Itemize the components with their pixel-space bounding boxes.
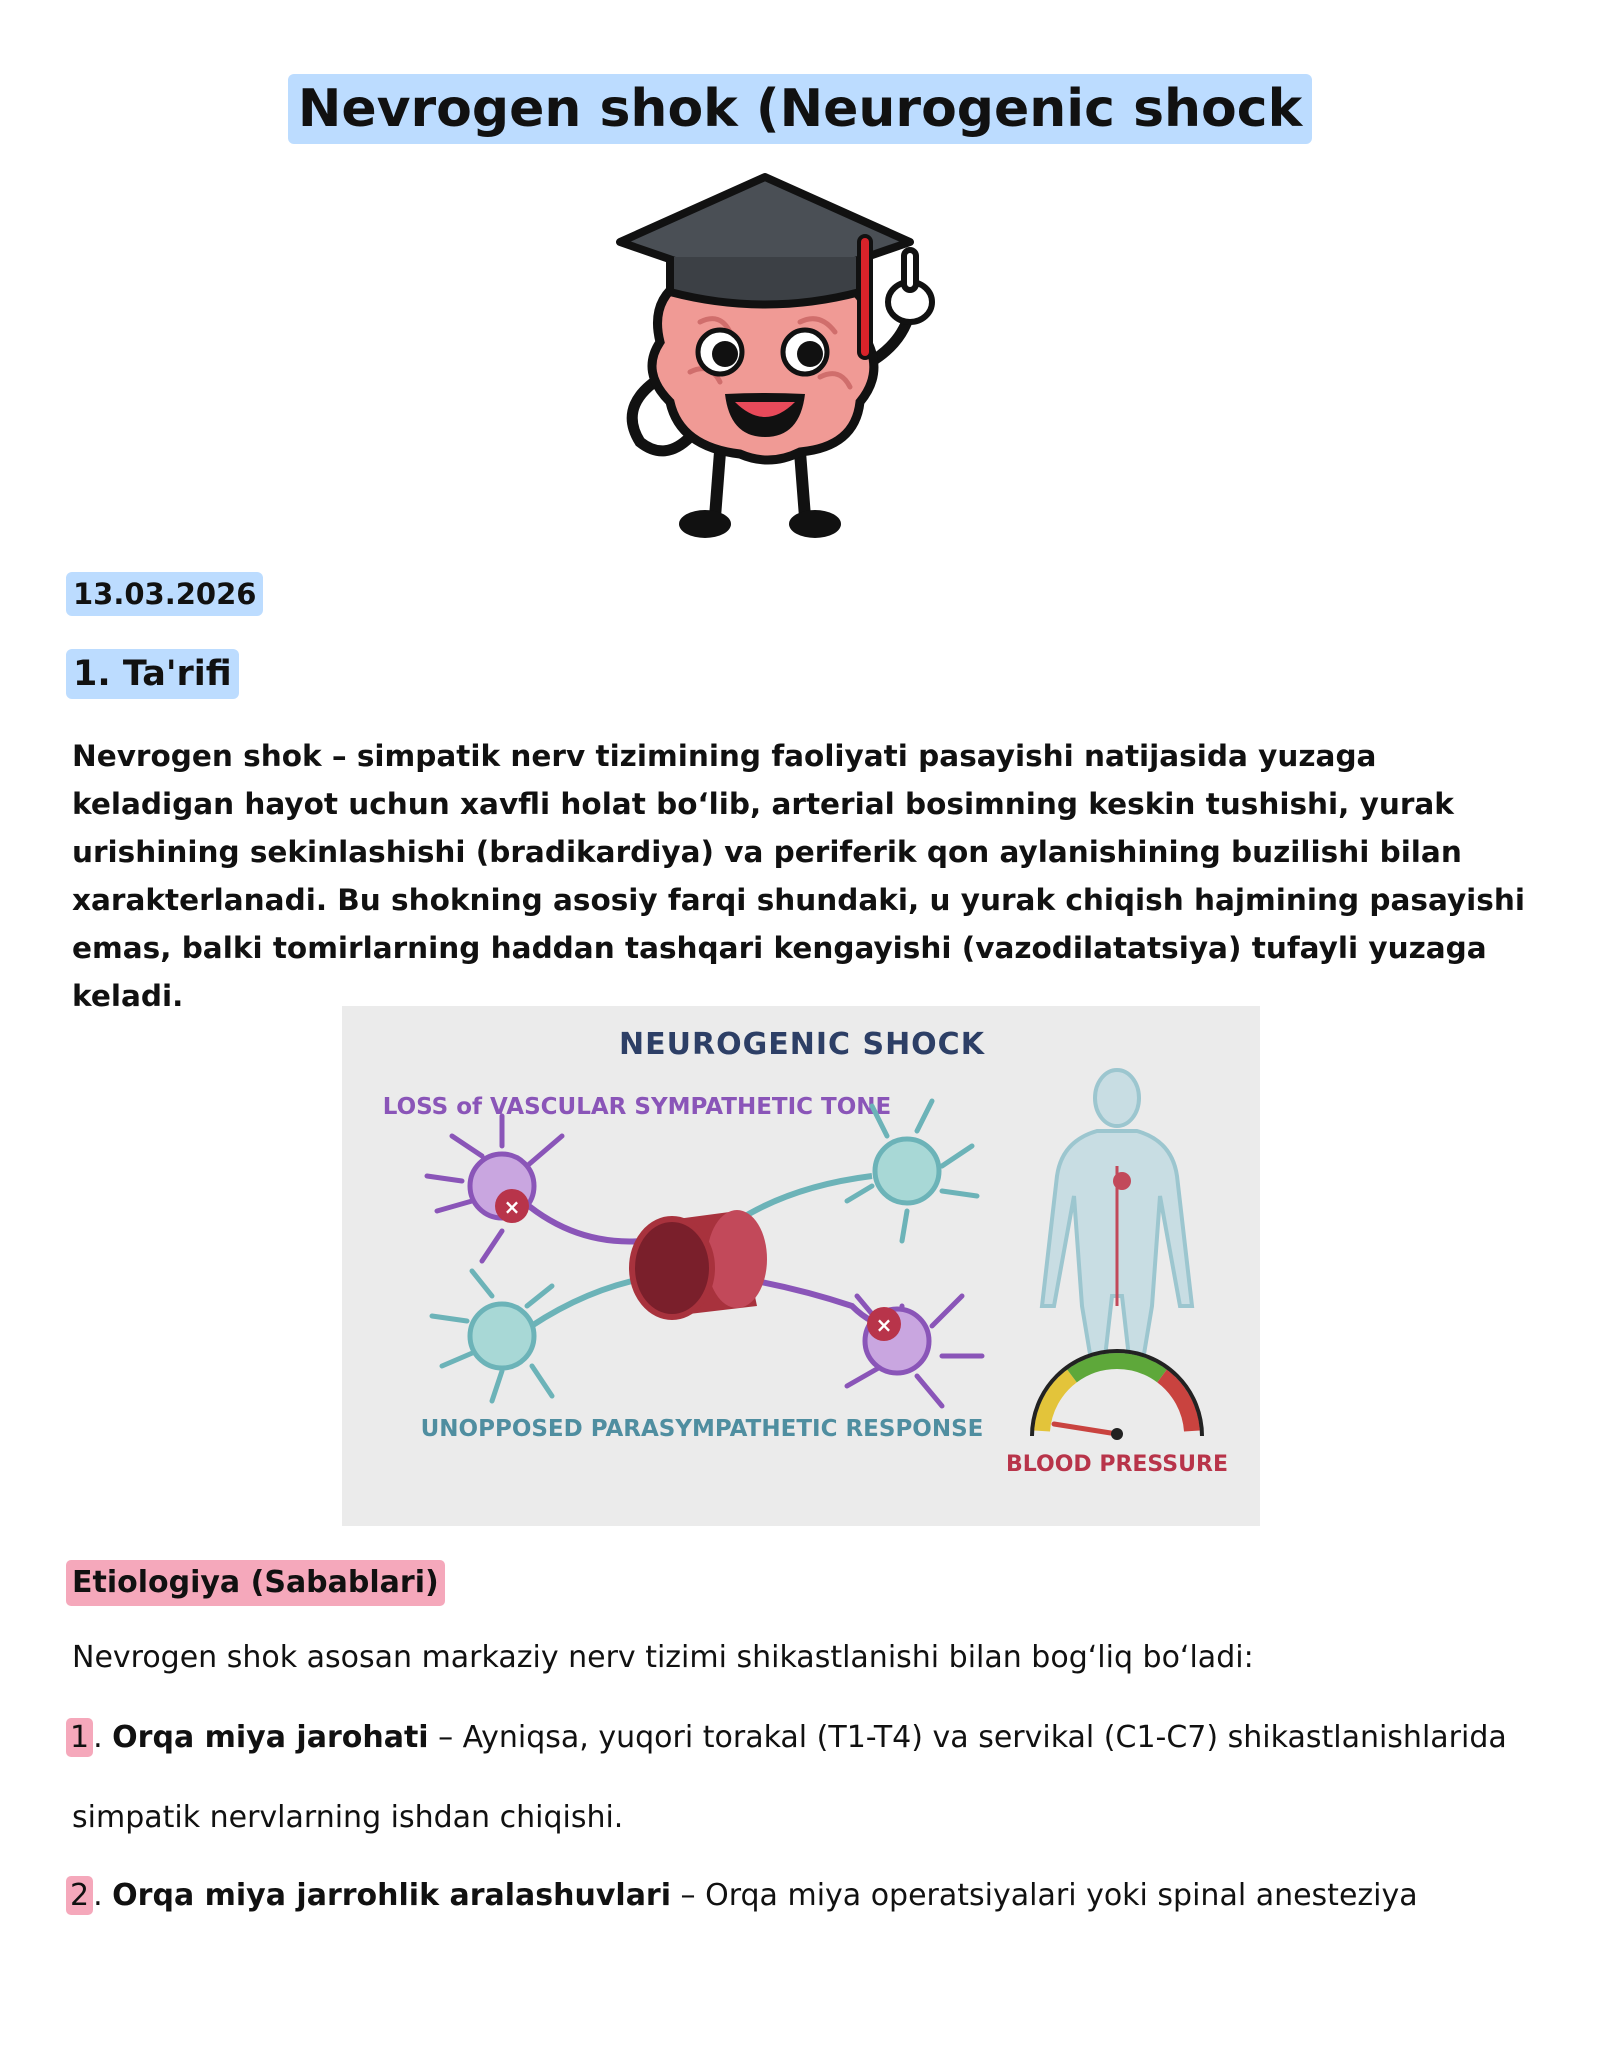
neurogenic-shock-figure xyxy=(342,1006,1260,1526)
list-item-bold: Orqa miya jarrohlik aralashuvlari xyxy=(112,1878,672,1913)
definition-paragraph: Nevrogen shok – simpatik nerv tizimining faoliyati pasayishi natijasida yuzaga keladigan hayot uchun xavfli holat boʻlib, arterial bosimning keskin tushishi, yurak urishining sekinlashishi (bradikardiya) va periferik qon aylanishining buzilishi bilan xarakterlanadi. Bu shokning asosiy farqi shundaki, u yurak chiqish hajmining pasayishi emas, balki tomirlarning haddan tashqari kengayishi (vazodilatatsiya) tufayli yuzaga keladi. xyxy=(72,739,1525,1013)
figure-title: NEUROGENIC SHOCK xyxy=(619,1027,985,1062)
list-item-number: 1 xyxy=(66,1718,93,1757)
list-item: 2 . Orqa miya jarrohlik aralashuvlari – Orqa miya operatsiyalari yoki spinal anesteziya xyxy=(66,1876,1418,1916)
neuron-icon xyxy=(432,1271,647,1401)
etiology-intro: Nevrogen shok asosan markaziy nerv tizimi shikastlanishi bilan bogʻliq boʻladi: xyxy=(72,1640,1254,1675)
section-heading-definition: 1. Ta'rifi xyxy=(66,649,239,699)
list-item-text: – Orqa miya operatsiyalari yoki spinal anesteziya xyxy=(671,1878,1418,1913)
svg-text:×: × xyxy=(875,1313,893,1337)
blood-vessel-icon xyxy=(632,1210,767,1317)
figure-top-label: LOSS of VASCULAR SYMPATHETIC TONE xyxy=(382,1094,892,1120)
gauge-label: BLOOD PRESSURE xyxy=(1006,1452,1228,1477)
list-item-text: – Ayniqsa, yuqori torakal (T1-T4) va servikal (C1-C7) shikastlanishlarida xyxy=(428,1720,1507,1755)
neuron-icon xyxy=(737,1101,977,1241)
list-item-number: 2 xyxy=(66,1876,93,1915)
human-body-icon xyxy=(1042,1070,1192,1366)
svg-text:×: × xyxy=(503,1195,521,1219)
neuron-x-icon xyxy=(727,1276,982,1406)
list-item-bold: Orqa miya jarohati xyxy=(112,1720,429,1755)
list-item: 1 . Orqa miya jarohati – Ayniqsa, yuqori torakal (T1-T4) va servikal (C1-C7) shikastlanishlarida xyxy=(66,1718,1507,1758)
graduate-brain-mascot-icon xyxy=(610,172,1000,552)
title-wrapper xyxy=(0,74,1600,144)
page-title: Nevrogen shok (Neurogenic shock xyxy=(288,74,1312,144)
section-heading-etiology: Etiologiya (Sabablari) xyxy=(66,1560,445,1606)
list-item-continuation: simpatik nervlarning ishdan chiqishi. xyxy=(72,1800,624,1835)
date-label: 13.03.2026 xyxy=(66,572,263,616)
figure-bottom-label: UNOPPOSED PARASYMPATHETIC RESPONSE xyxy=(420,1416,984,1442)
blood-pressure-gauge-icon xyxy=(1032,1351,1202,1440)
